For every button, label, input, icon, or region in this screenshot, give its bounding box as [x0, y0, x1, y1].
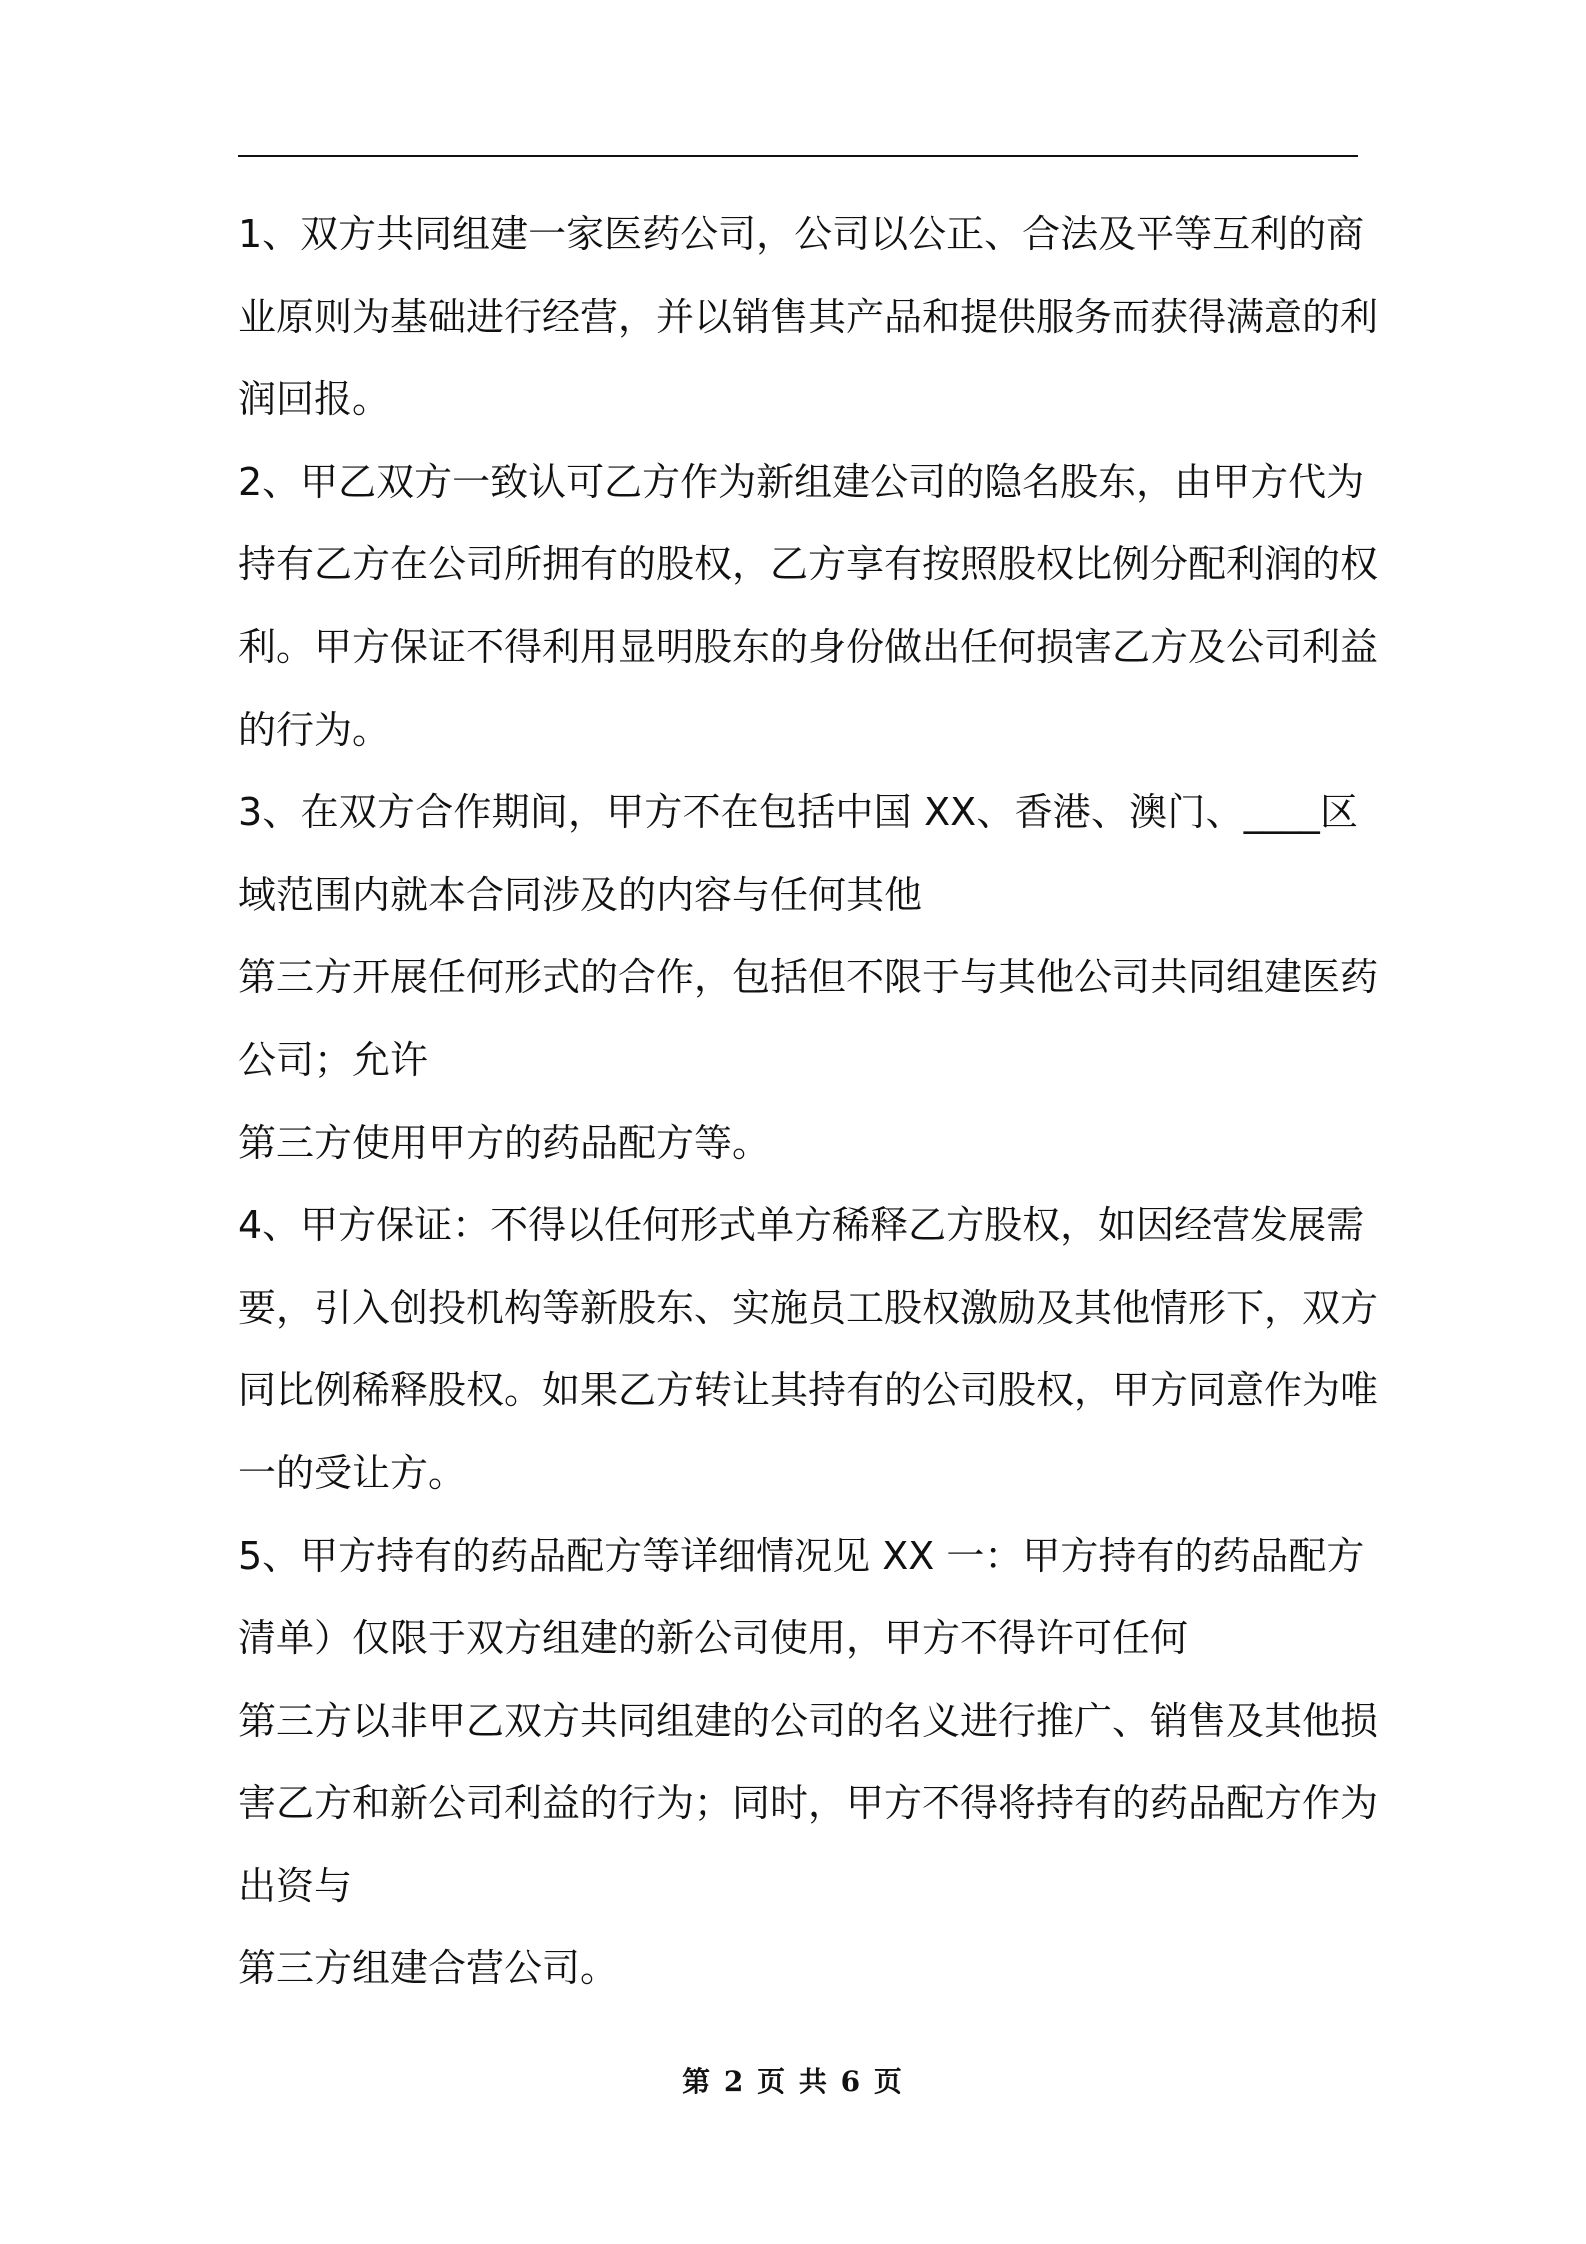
paragraph-line: 同比例稀释股权。如果乙方转让其持有的公司股权，甲方同意作为唯 — [238, 1368, 1379, 1413]
paragraph-line: 持有乙方在公司所拥有的股权，乙方享有按照股权比例分配利润的权 — [238, 542, 1379, 587]
paragraph-line: 5、甲方持有的药品配方等详细情况见 XX 一：甲方持有的药品配方 — [238, 1533, 1365, 1578]
document-body — [238, 193, 1379, 2010]
paragraph-line: 的行为。 — [238, 707, 391, 752]
paragraph-line: 害乙方和新公司利益的行为；同时，甲方不得将持有的药品配方作为 — [238, 1781, 1379, 1826]
paragraph-line: 4、甲方保证：不得以任何形式单方稀释乙方股权，如因经营发展需 — [238, 1203, 1365, 1248]
paragraph-line: 公司；允许 — [238, 1037, 429, 1082]
paragraph-line: 润回报。 — [238, 377, 391, 422]
page-number-footer: 第 2 页 共 6 页 — [682, 2065, 904, 2098]
paragraph-line: 第三方开展任何形式的合作，包括但不限于与其他公司共同组建医药 — [238, 955, 1379, 1000]
paragraph-line: 要，引入创投机构等新股东、实施员工股权激励及其他情形下，双方 — [238, 1285, 1379, 1330]
paragraph-line: 出资与 — [238, 1863, 353, 1908]
paragraph-line: 一的受让方。 — [238, 1450, 467, 1495]
paragraph-line: 2、甲乙双方一致认可乙方作为新组建公司的隐名股东，由甲方代为 — [238, 459, 1365, 504]
paragraph-line: 1、双方共同组建一家医药公司，公司以公正、合法及平等互利的商 — [238, 212, 1365, 256]
paragraph-line: 业原则为基础进行经营，并以销售其产品和提供服务而获得满意的利 — [238, 294, 1379, 339]
paragraph-line: 域范围内就本合同涉及的内容与任何其他 — [238, 872, 923, 917]
paragraph-line: 第三方组建合营公司。 — [238, 1946, 619, 1991]
paragraph-line: 清单）仅限于双方组建的新公司使用，甲方不得许可任何 — [238, 1616, 1189, 1661]
paragraph-line: 第三方使用甲方的药品配方等。 — [238, 1120, 771, 1165]
paragraph-line: 3、在双方合作期间，甲方不在包括中国 XX、香港、澳门、____区 — [238, 790, 1358, 835]
paragraph-line: 利。甲方保证不得利用显明股东的身份做出任何损害乙方及公司利益 — [238, 624, 1379, 669]
header-rule — [238, 155, 1358, 157]
paragraph-line: 第三方以非甲乙双方共同组建的公司的名义进行推广、销售及其他损 — [238, 1698, 1379, 1743]
